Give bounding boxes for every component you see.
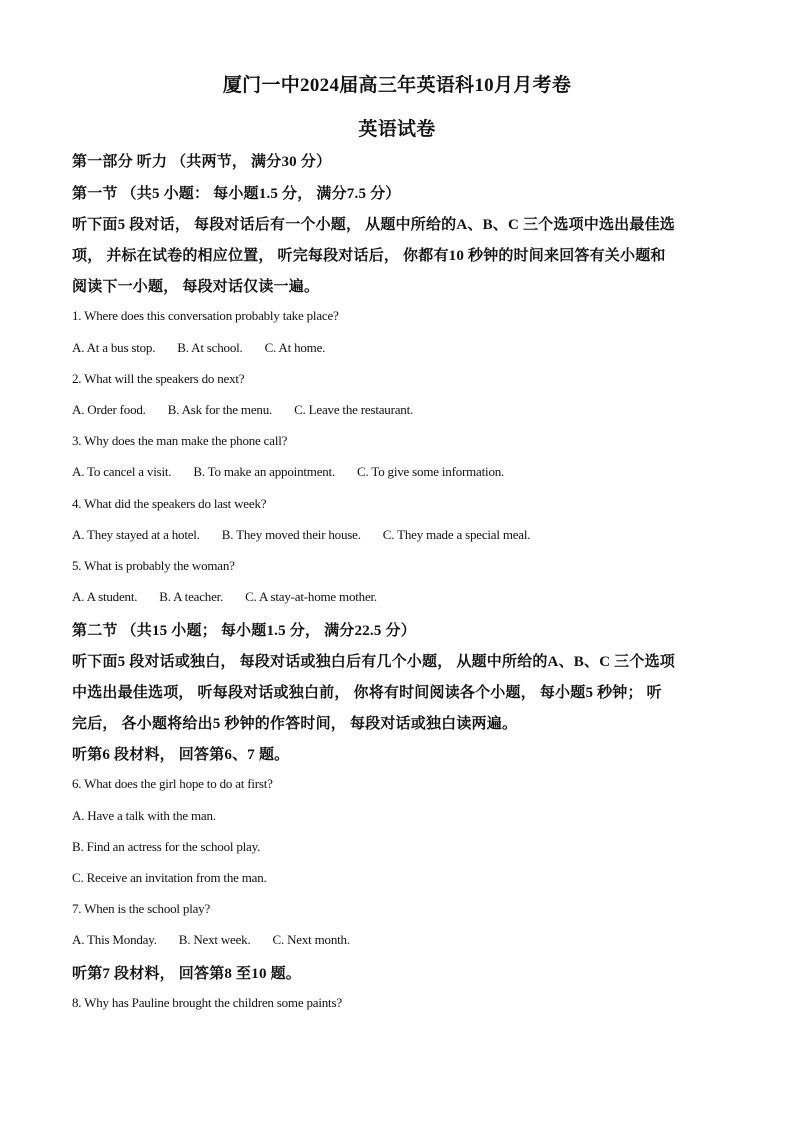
question-8: 8. Why has Pauline brought the children some paints? [72,995,342,1010]
section2-instruction-line: 听下面5 段对话或独白， 每段对话或独白后有几个小题， 从题中所给的A、B、C 三个选项 [72,654,675,670]
question-1: 1. Where does this conversation probably take place? [72,308,339,323]
option-c: C. To give some information. [357,464,505,479]
option-a: A. They stayed at a hotel. [72,527,200,542]
option-b: B. Ask for the menu. [167,402,273,417]
question-6-option-a: A. Have a talk with the man. [72,808,216,823]
exam-title: 厦门一中2024届高三年英语科10月月考卷 [222,75,572,96]
section2-instruction-line: 完后， 各小题将给出5 秒钟的作答时间， 每段对话或独白读两遍。 [72,716,518,732]
question-1-options [72,340,325,356]
exam-subtitle: 英语试卷 [358,119,436,140]
option-b: B. At school. [177,340,243,355]
section1-instruction-line: 听下面5 段对话， 每段对话后有一个小题， 从题中所给的A、B、C 三个选项中选出最佳选 [72,217,675,233]
option-c: C. A stay-at-home mother. [245,589,377,604]
option-a: A. At a bus stop. [72,340,156,355]
option-b: B. A teacher. [159,589,224,604]
option-b: B. They moved their house. [221,527,361,542]
question-7: 7. When is the school play? [72,901,211,916]
question-2: 2. What will the speakers do next? [72,371,245,386]
option-c: C. They made a special meal. [382,527,531,542]
question-2-options [72,402,413,418]
option-a: A. This Monday. [72,932,157,947]
option-c: C. Next month. [272,932,350,947]
section1-instruction-line: 阅读下一小题， 每段对话仅读一遍。 [72,279,320,295]
option-a: A. Order food. [72,402,146,417]
question-5: 5. What is probably the woman? [72,558,235,573]
material-6-heading: 听第6 段材料， 回答第6、7 题。 [72,747,290,763]
question-3: 3. Why does the man make the phone call? [72,433,288,448]
option-a: A. A student. [72,589,138,604]
section1-heading: 第一节 （共5 小题： 每小题1.5 分， 满分7.5 分） [72,186,401,202]
part1-heading: 第一部分 听力 （共两节， 满分30 分） [72,154,332,170]
option-c: C. Leave the restaurant. [294,402,414,417]
question-3-options [72,464,504,480]
section2-heading: 第二节 （共15 小题； 每小题1.5 分， 满分22.5 分） [72,623,416,639]
question-6: 6. What does the girl hope to do at first? [72,776,273,791]
section1-instruction-line: 项， 并标在试卷的相应位置， 听完每段对话后， 你都有10 秒钟的时间来回答有关小题和 [72,248,666,264]
question-4-options [72,527,530,543]
section2-instruction-line: 中选出最佳选项， 听每段对话或独白前， 你将有时间阅读各个小题， 每小题5 秒钟； 听 [72,685,662,701]
material-7-heading: 听第7 段材料， 回答第8 至10 题。 [72,966,302,982]
option-b: B. Next week. [178,932,251,947]
question-7-options [72,932,350,948]
question-6-option-c: C. Receive an invitation from the man. [72,870,267,885]
question-4: 4. What did the speakers do last week? [72,496,267,511]
option-b: B. To make an appointment. [193,464,336,479]
option-c: C. At home. [264,340,326,355]
question-6-option-b: B. Find an actress for the school play. [72,839,261,854]
option-a: A. To cancel a visit. [72,464,172,479]
question-5-options [72,589,377,605]
